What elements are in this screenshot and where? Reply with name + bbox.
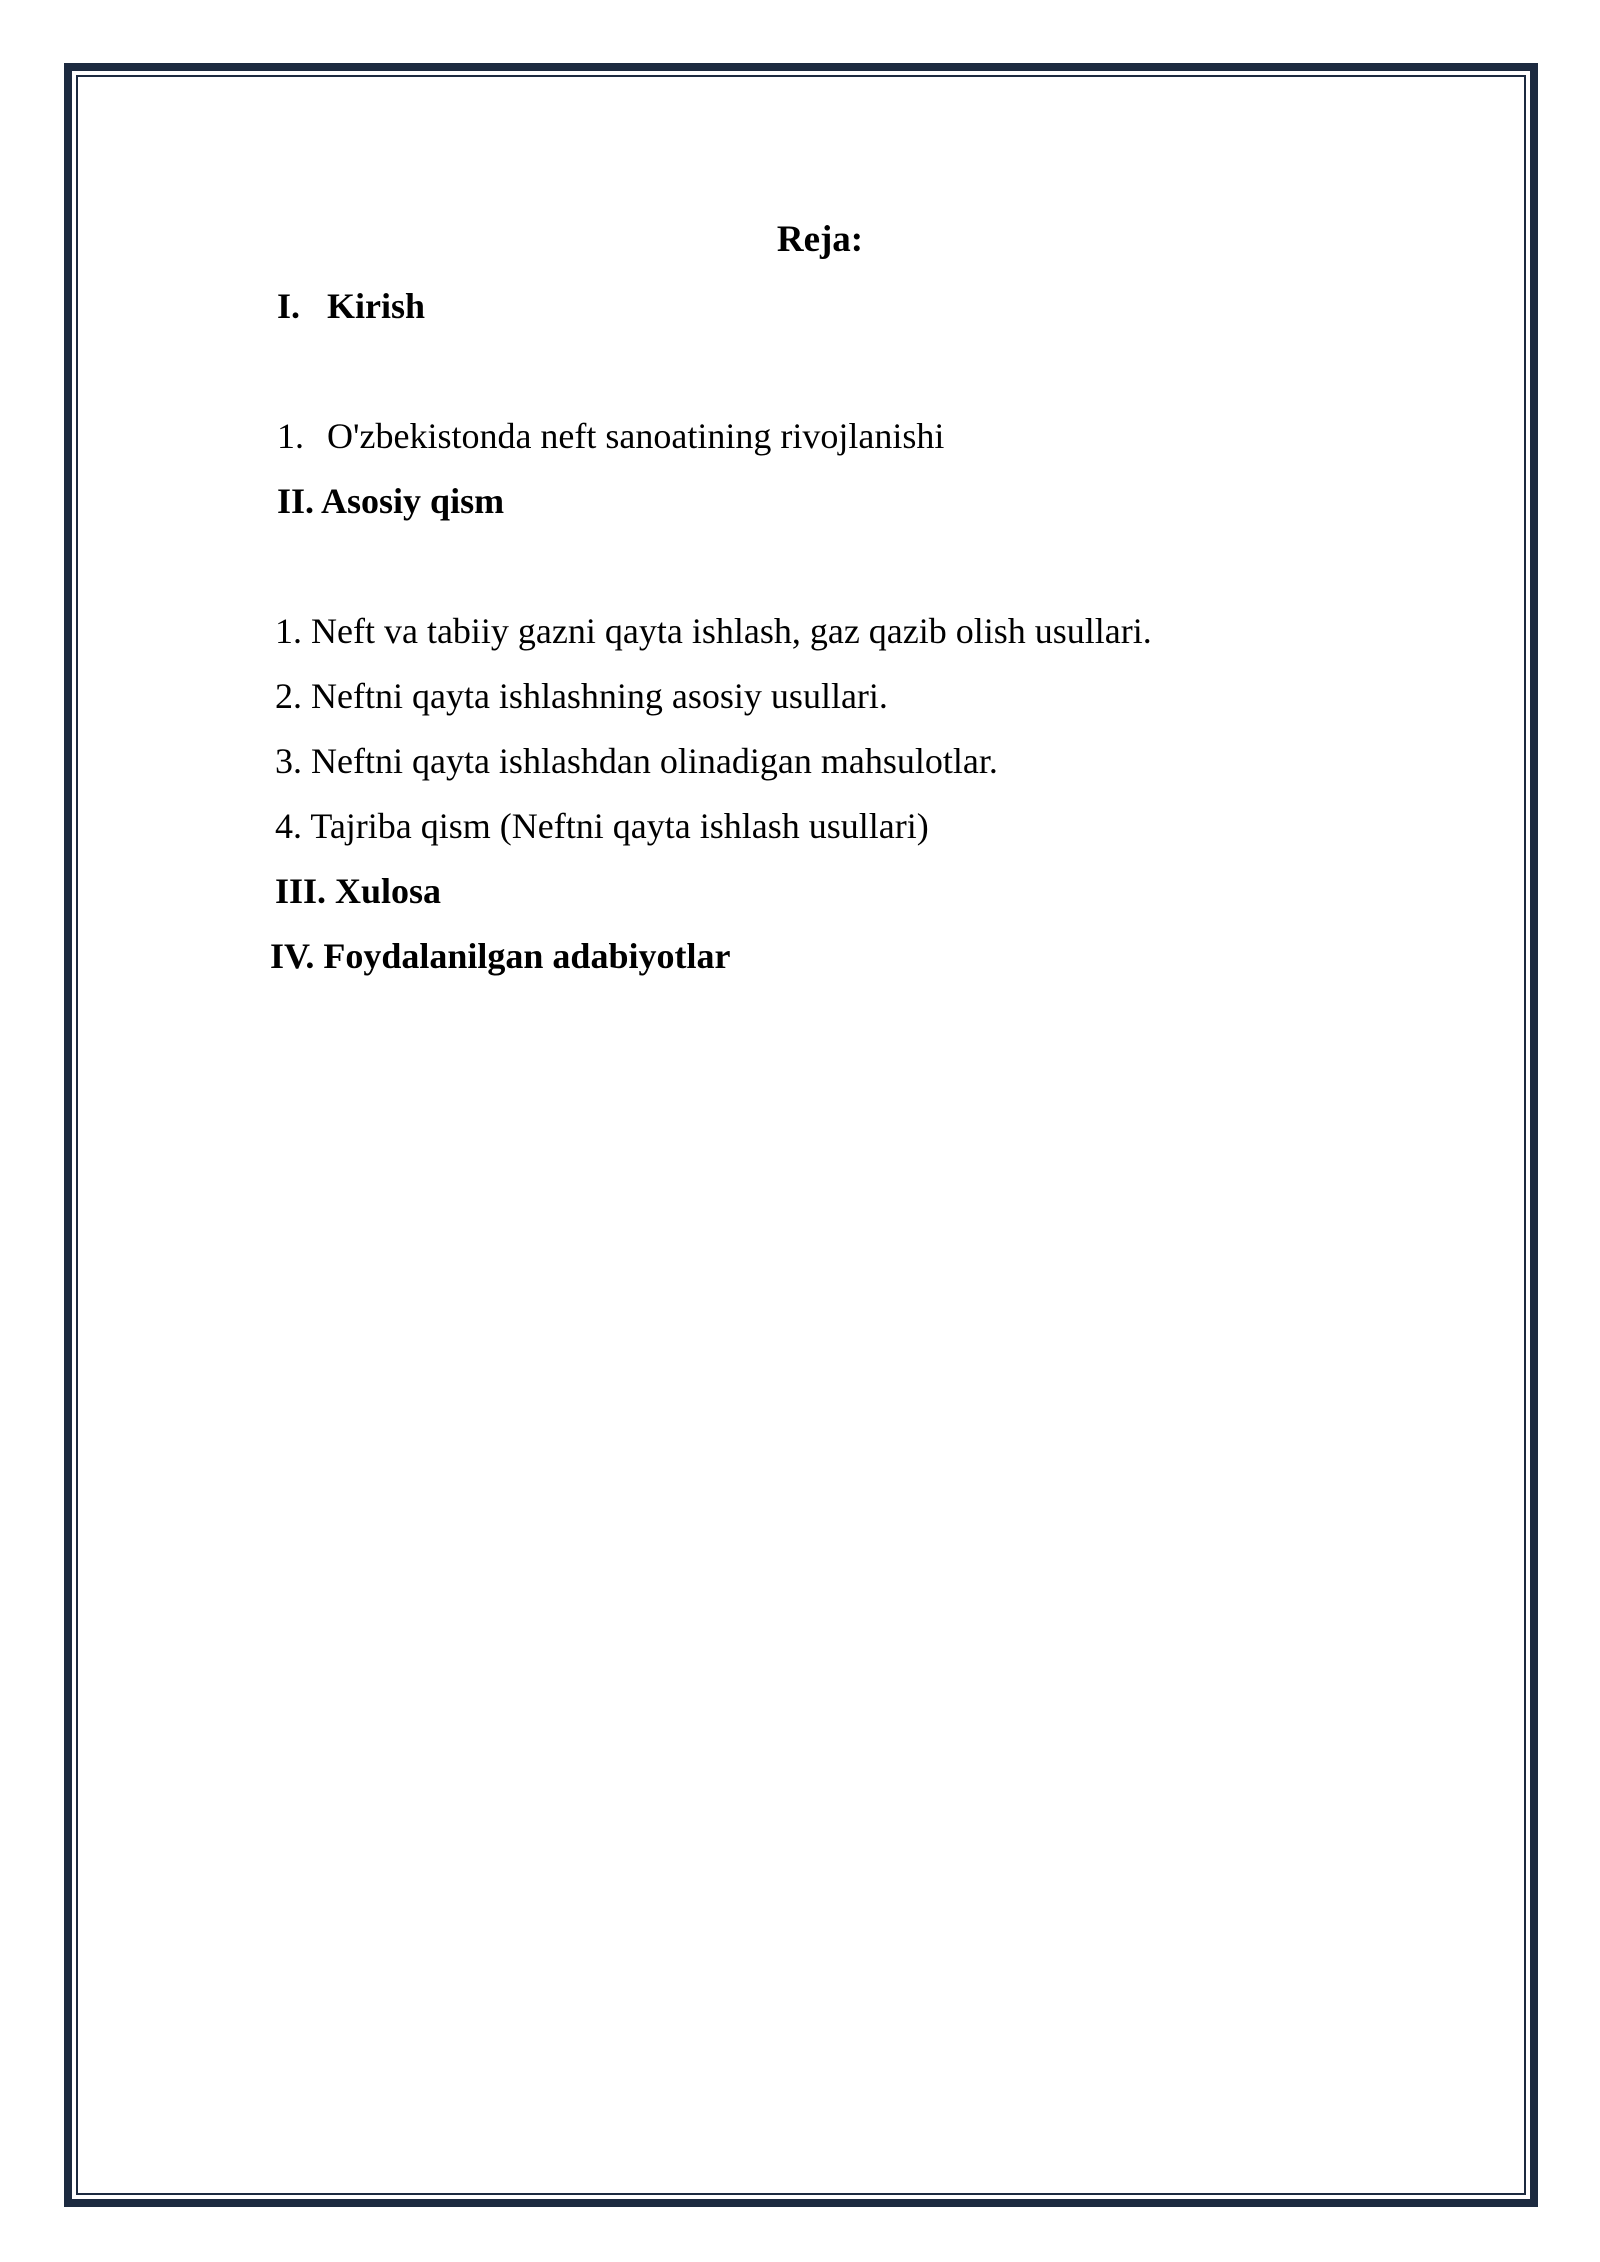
main-item-4: 4. Tajriba qism (Neftni qayta ishlash usullari)	[275, 806, 929, 846]
intro-item-1	[277, 414, 944, 458]
section-main: II. Asosiy qism	[277, 481, 505, 521]
section-number: I.	[277, 286, 301, 326]
main-item-3: 3. Neftni qayta ishlashdan olinadigan mahsulotlar.	[275, 741, 998, 781]
item-label: O'zbekistonda neft sanoatining rivojlanishi	[327, 416, 945, 456]
section-references: IV. Foydalanilgan adabiyotlar	[270, 936, 731, 976]
main-item-1: 1. Neft va tabiiy gazni qayta ishlash, gaz qazib olish usullari.	[275, 611, 1152, 651]
section-label: Kirish	[327, 286, 426, 326]
section-intro	[277, 284, 425, 328]
section-conclusion: III. Xulosa	[275, 871, 442, 911]
main-item-2: 2. Neftni qayta ishlashning asosiy usullari.	[275, 676, 888, 716]
item-number: 1.	[277, 416, 304, 456]
page-title: Reja:	[776, 219, 864, 260]
